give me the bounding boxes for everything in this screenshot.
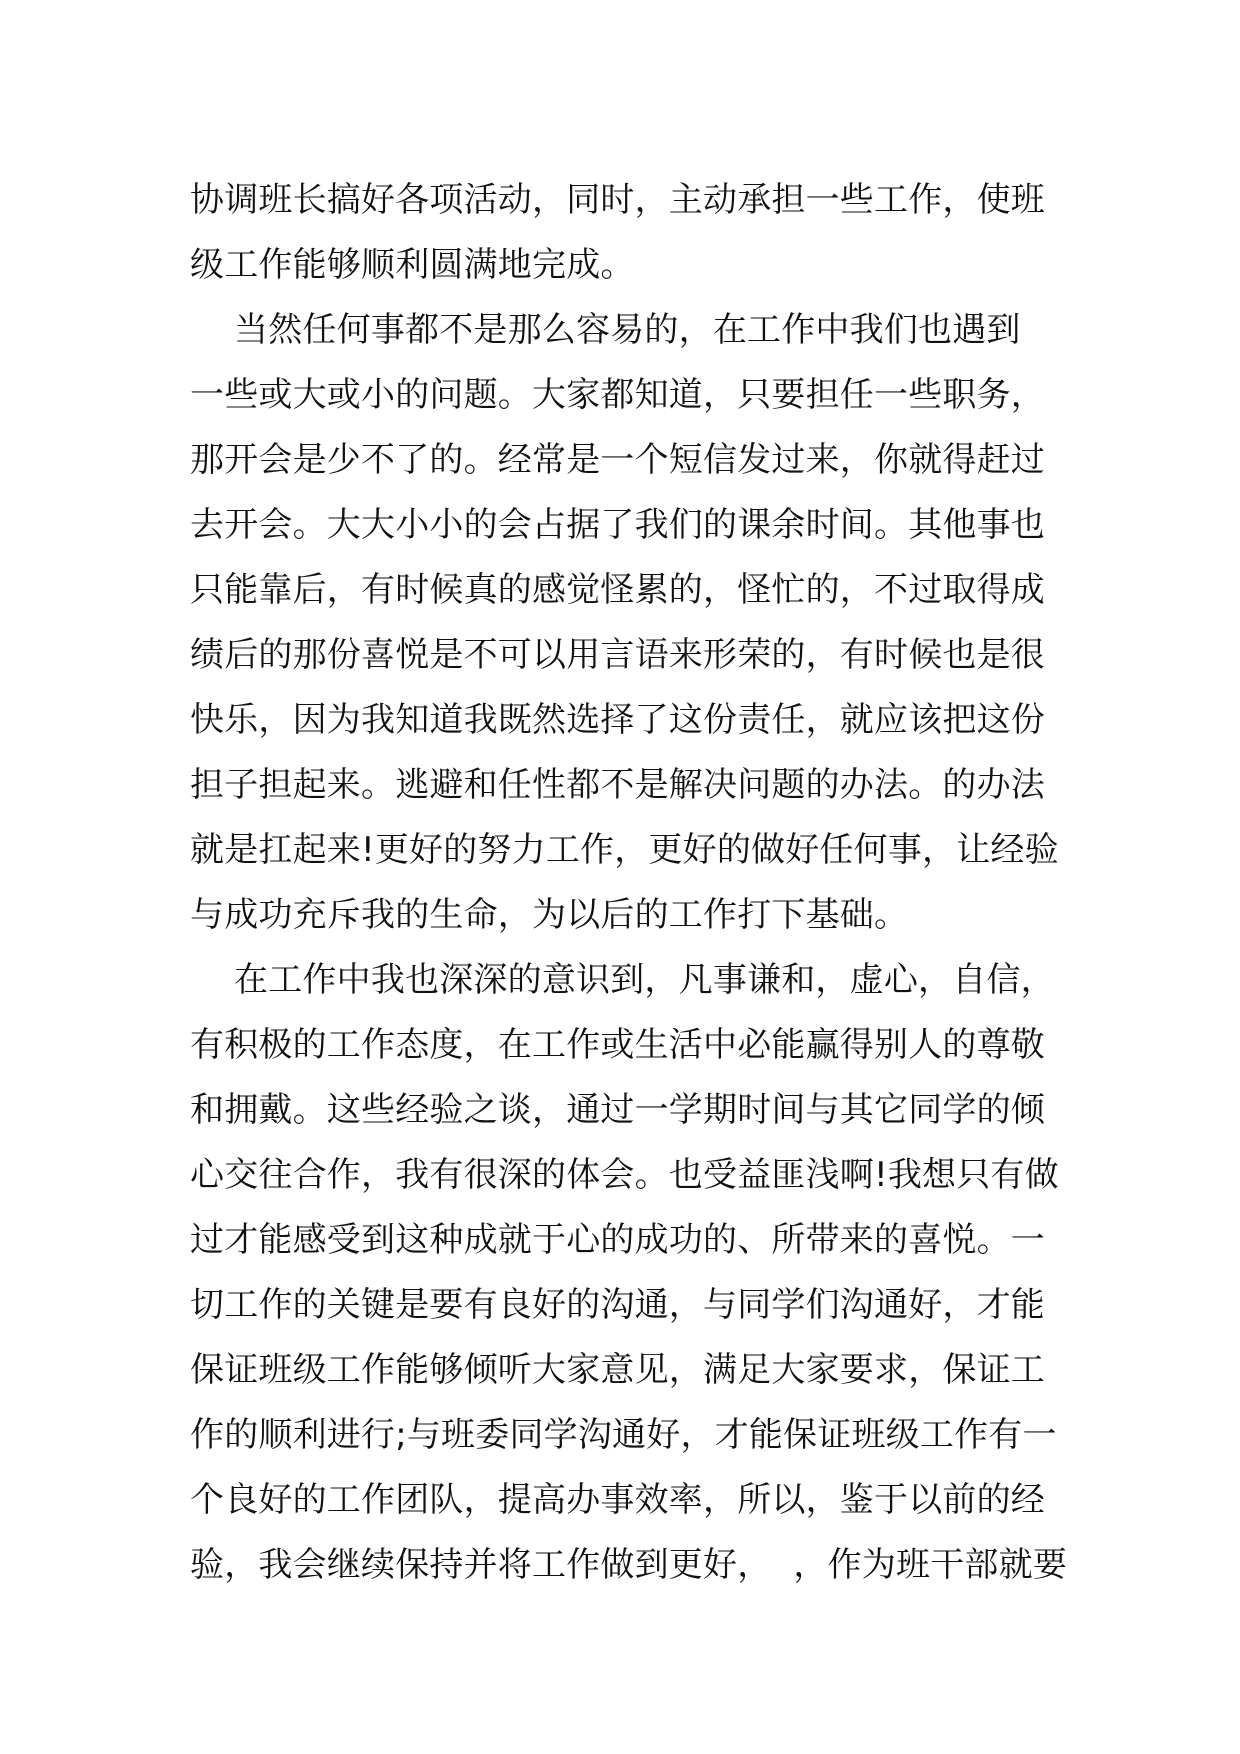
text-line: 切工作的关键是要有良好的沟通，与同学们沟通好，才能 xyxy=(190,1285,1045,1325)
text-line: 和拥戴。这些经验之谈，通过一学期时间与其它同学的倾 xyxy=(190,1090,1045,1130)
text-line: 与成功充斥我的生命，为以后的工作打下基础。 xyxy=(190,895,909,935)
text-line: 就是扛起来!更好的努力工作，更好的做好任何事，让经验 xyxy=(190,830,1059,870)
text-line: 作的顺利进行;与班委同学沟通好，才能保证班级工作有一 xyxy=(190,1415,1057,1455)
text-line: 绩后的那份喜悦是不可以用言语来形荣的，有时候也是很 xyxy=(190,635,1045,675)
text-line: 保证班级工作能够倾听大家意见，满足大家要求，保证工 xyxy=(190,1350,1045,1390)
text-line: 协调班长搞好各项活动，同时，主动承担一些工作，使班 xyxy=(190,180,1045,220)
text-line: 过才能感受到这种成就于心的成功的、所带来的喜悦。一 xyxy=(190,1220,1045,1260)
text-line: 个良好的工作团队，提高办事效率，所以，鉴于以前的经 xyxy=(190,1480,1045,1520)
text-line: 心交往合作，我有很深的体会。也受益匪浅啊!我想只有做 xyxy=(190,1155,1059,1195)
text-line: 在工作中我也深深的意识到，凡事谦和，虚心，自信， xyxy=(190,960,1055,1000)
text-line: 快乐，因为我知道我既然选择了这份责任，就应该把这份 xyxy=(190,700,1045,740)
text-line: 有积极的工作态度，在工作或生活中必能赢得别人的尊敬 xyxy=(190,1025,1045,1065)
text-line: 只能靠后，有时候真的感觉怪累的，怪忙的，不过取得成 xyxy=(190,570,1045,610)
text-line: 验，我会继续保持并将工作做到更好， ，作为班干部就要 xyxy=(190,1545,1068,1585)
text-line: 那开会是少不了的。经常是一个短信发过来，你就得赶过 xyxy=(190,440,1045,480)
text-line: 级工作能够顺利圆满地完成。 xyxy=(190,245,635,285)
text-line: 担子担起来。逃避和任性都不是解决问题的办法。的办法 xyxy=(190,765,1045,805)
text-line: 一些或大或小的问题。大家都知道，只要担任一些职务， xyxy=(190,375,1045,415)
text-line: 当然任何事都不是那么容易的，在工作中我们也遇到 xyxy=(190,310,1021,350)
body-text xyxy=(190,168,1070,1598)
text-line: 去开会。大大小小的会占据了我们的课余时间。其他事也 xyxy=(190,505,1045,545)
